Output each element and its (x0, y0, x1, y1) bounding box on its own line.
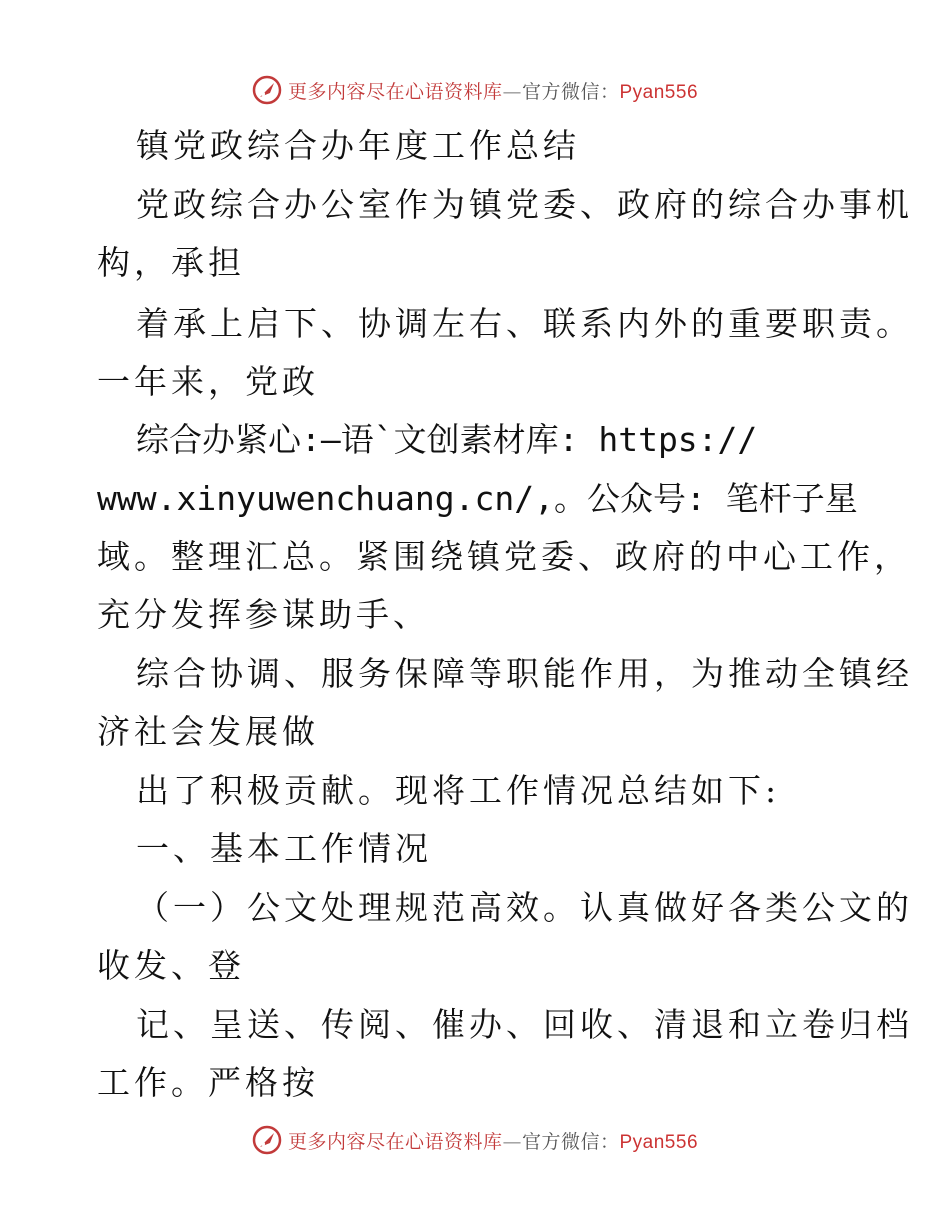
doc-line: 综合办紧心:—语`文创素材库: https:// (136, 420, 758, 459)
doc-line: 综合协调、服务保障等职能作用，为推动全镇经 (136, 654, 913, 693)
doc-line: 一年来，党政 (97, 362, 319, 401)
section-heading: 一、基本工作情况 (136, 829, 432, 868)
watermark-banner-top (0, 70, 950, 110)
watermark-text (288, 77, 698, 104)
watermark-banner-bottom (0, 1120, 950, 1160)
doc-line: 记、呈送、传阅、催办、回收、清退和立卷归档 (136, 1005, 913, 1044)
doc-line: 着承上启下、协调左右、联系内外的重要职责。 (136, 304, 913, 343)
doc-line: 收发、登 (97, 946, 245, 985)
doc-line: 党政综合办公室作为镇党委、政府的综合办事机 (136, 185, 913, 224)
doc-line: 域。整理汇总。紧围绕镇党委、政府的中心工作， (97, 537, 911, 576)
watermark-wechat: Pyan556 (619, 1131, 699, 1153)
doc-title: 镇党政综合办年度工作总结 (136, 126, 580, 165)
quill-logo-icon (252, 1125, 282, 1155)
watermark-sub: 官方微信： (521, 1130, 620, 1153)
watermark-dash: — (502, 1130, 522, 1153)
doc-line: 出了积极贡献。现将工作情况总结如下: (136, 771, 781, 810)
doc-line: 工作。严格按 (97, 1063, 319, 1102)
watermark-main: 更多内容尽在心语资料库 (287, 80, 503, 103)
watermark-dash: — (502, 80, 522, 103)
doc-line: 济社会发展做 (97, 712, 319, 751)
watermark-main: 更多内容尽在心语资料库 (287, 1130, 503, 1153)
quill-logo-icon (252, 75, 282, 105)
doc-line: 充分发挥参谋助手、 (97, 595, 430, 634)
watermark-sub: 官方微信： (521, 80, 620, 103)
doc-line: www.xinyuwenchuang.cn/,。公众号: 笔杆子星 (97, 479, 858, 518)
watermark-wechat: Pyan556 (619, 81, 699, 103)
doc-line: （一）公文处理规范高效。认真做好各类公文的 (136, 888, 913, 927)
watermark-text (288, 1127, 698, 1154)
doc-line: 构，承担 (97, 243, 245, 282)
